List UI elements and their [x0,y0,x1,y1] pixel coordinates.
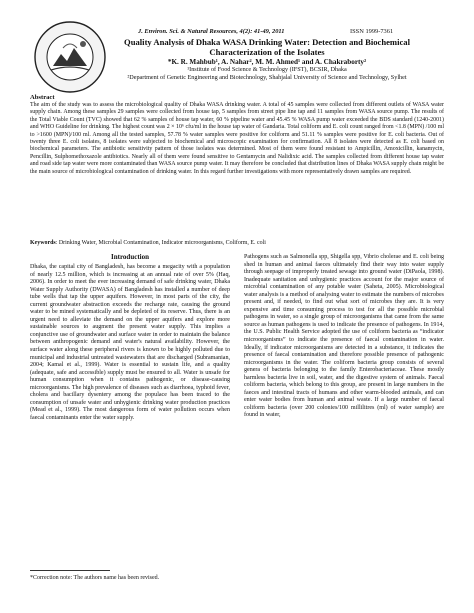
left-column-text: Dhaka, the capital city of Bangladesh, has become a megacity with a population of nearly 12.5 million, which is increasing at an annual rate of over 5% (Haq, 2006). In order to meet the ever increasing demand of safe drinking water, Dhaka Water Supply Authority (DWASA) of Bangladesh has installed a number of deep tube wells that tap the upper aquifers. However, in most parts of the city, the current groundwater abstraction exceeds the recharge rate, causing the ground water to be mined systematically and be depleted of its reserve. Thus, there is an urgent need to alleviate the demand on the upper aquifers and explore more sustainable sources to augment the present water supply. This implies a conjunctive use of groundwater and surface water in order to maintain the balance between anthropogenic demand and water's natural availability. However, the surface water along these peripheral rivers is known to be highly polluted due to municipal and industrial untreated wastewaters that are discharged (Subramanian, 2004; Kamal et al., 1999). Water is essential to sustain life, and a quality (adequate, safe and accessible) supply must be ensured to all. Water is unsafe for human consumption when it contains pathogenic, or disease-causing microorganisms. The high prevalence of diseases such as diarrhoea, typhoid fever, cholera and bacillary dysentery among the populace has been traced to the consumption of unsafe water and unhygienic drinking water production practices (Mead et al., 1999). The most dangerous form of water pollution occurs when faecal contaminants enter the water supply. [30,264,230,421]
keywords-label: Keywords [30,240,56,246]
authors: *K. R. Mahbub¹, A. Nahar², M. M. Ahmed¹ and A. Chakraborty² [167,58,367,66]
keywords [30,240,444,247]
introduction-heading: Introduction [111,253,149,261]
right-column-text: Pathogens such as Salmonella spp, Shigella spp, Vibrio cholerae and E. coli being shed in human and animal faeces ultimately find their way into water supply through seepage of improperly treated sewage into ground water (DiPaola, 1998). Inadequate sanitation and unhygienic practices account for the major source of microbial contamination of any potable water (Saheta, 2005). Microbiological water analysis is a method of analysing water to estimate the numbers of microbes present and, if needed, to find out what sort of microbes they are. It is very expensive and time consuming process to test for all the possible microbial pathogens in water, so a single group of microorganisms that came from the same source as human pathogens is used to indicate the presence of pathogens. In 1914, the U.S. Public Health Service adopted the use of coliform bacteria as “indicator microorganisms” to indicate the presence of faecal contamination in water. Ideally, if indicator microorganisms are detected in a substance, it indicates the presence of faecal contamination and therefore possible presence of pathogenic microorganisms in the water. The coliform bacteria group consists of several genera of bacteria belonging to the family Enterobacteriaceae. These mostly harmless bacteria live in soil, water, and the digestive system of animals. Faecal coliform bacteria, which belong to this group, are present in large numbers in the faeces and intestinal tracts of humans and other warm-blooded animals, and can enter water bodies from human and animal waste. If a large number of faecal coliform bacteria (over 200 colonies/100 millilitres (ml) of water sample) are found in water, [244,254,444,419]
introduction-right-column [244,254,444,420]
affiliation-1: ¹Institute of Food Science & Technology (IFST), BCSIR, Dhaka [187,66,347,73]
keywords-text: : Drinking Water, Microbial Contamination, Indicator microorganisms, Coliform, E. coli [55,240,266,246]
affiliation-2: ²Department of Genetic Engineering and Biotechnology, Shahjalal University of Science and Technology, Sylhet [127,74,407,81]
abstract-heading: Abstract [30,94,55,101]
paper-title: Quality Analysis of Dhaka WASA Drinking Water: Detection and Biochemical Characterization of the Isolates [124,37,410,57]
issn: ISSN 1999-7361 [350,28,394,35]
correction-footnote: *Correction note: The authors name has been revised. [30,575,160,581]
journal-logo [33,20,107,94]
abstract-text: The aim of the study was to assess the microbiological quality of Dhaka WASA drinking water. A total of 45 samples were collected from different outlets of WASA water supply chain. Among these samples 29 samples were collected from house tap, 5 samples from street pipe line tap and 11 samples from WASA source pump. The results of the Total Viable Count (TVC) showed that 62 % samples of house tap water, 60 % pipeline water and 45.45 % WASA pump water exceeded the BDS standard (1240-2001) and WHO Guideline for drinking. The highest count was 2 × 10⁶ cfu/ml in the house tap water of Gandaria. Total coliform and E. coli count ranged from <1.8 (MPN) /100 ml to >1600 (MPN)/100 ml. Among all the tested samples, 57.78 % water samples were positive for coliform and 51.11 % samples were positive for E. coli bacteria. Out of twenty three E. coli isolates, 8 isolates were subjected to biochemical and microscopic examination for confirmation. All 8 isolates were detected as E. coli based on biochemical parameters. The antibiotic sensitivity pattern of those isolates was determined. Most of them were found resistant to Ampicillin, Amoxicillin, kanamycin, Pencillin, Sulphomethoxazole antibiotics. Nearly all of them were found sensitive to Gentamycin and Nalidixic acid. The samples collected from different house tap water and road side tap water were more contaminated than WASA source pump water. It may therefore be concluded that distribution lines of Dhaka WASA supply chain might be the main source of microbiological contamination of drinking water. In this regard further investigations with more representatively drawn samples are required. [30,102,444,175]
introduction-left-column [30,264,230,422]
footnote-divider [30,570,110,571]
journal-citation: J. Environ. Sci. & Natural Resources, 4(2): 41-49, 2011 [138,28,285,35]
